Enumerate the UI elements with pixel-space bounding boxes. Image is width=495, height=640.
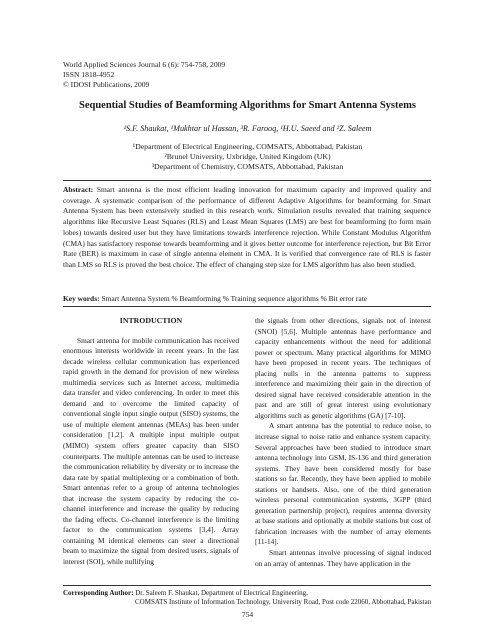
abstract-label: Abstract: (63, 185, 94, 194)
intro-paragraph-1: Smart antenna for mobile communication has received enormous interests worldwide in recent years. In the last decade wireless cellular communication has experienced rapid growth in the demand for provision of new wireless multimedia services such as Internet access, multimedia data transfer and video conferencing. In order to meet this demand and to overcome the limited capacity of conventional single input single output (SISO) systems, the use of multiple element antennas (MEAs) has been under consideration [1,2]. A multiple input multiple output (MIMO) system offers greater capacity than SISO counterparts. The multiple antennas can be used to increase the communication reliability by diversity or to increase the data rate by spatial multiplexing or a combination of both. Smart antennas refer to a group of antenna technologies that increase the system capacity by reducing the co-channel interference and increase the quality by reducing the fading effects. Co-channel interference is the limiting factor to the communication systems [3,4]. Array containing M identical elements can steer a directional beam to maximize the signal from desired users, signals of interest (SOI), while nullifying (63, 335, 239, 567)
copyright: © IDOSI Publications, 2009 (63, 80, 150, 89)
affiliation-2: ²Brunel University, Uxbridge, United Kingdom (UK) (164, 152, 331, 161)
keywords-text: Smart Antenna System % Beamforming % Training sequence algorithms % Bit error rate (101, 294, 368, 303)
right-column (255, 316, 431, 569)
affiliation-3: ³Department of Chemistry, COMSATS, Abbottabad, Pakistan (151, 162, 344, 171)
abstract-top-rule (63, 180, 431, 181)
keywords-bottom-rule (63, 306, 431, 307)
keywords-label: Key words: (63, 294, 100, 303)
corresponding-author (63, 589, 433, 607)
intro-paragraph-3: Smart antennas involve processing of signal induced on an array of antennas. They have application in the (255, 548, 431, 568)
abstract-text: Smart antenna is the most efficient leading innovation for maximum capacity and improved quality and coverage. A systematic comparison of the performance of different Adaptive Algorithms for beamforming for Smart Antenna System has been extensively studied in this research work. Simulation results revealed that training sequence algorithms like Recursive Least Squares (RLS) and Least Mean Squares (LMS) are best for beamforming (to form main lobes) towards desired user but they have limitations towards interference rejection. While Constant Modulus Algorithm (CMA) has satisfactory response towards beamforming and it gives better outcome for interference rejection, but Bit Error Rate (BER) is maximum in case of single antenna element in CMA. It is verified that convergence rate of RLS is faster than LMS so RLS is proved the best choice. The effect of changing step size for LMS algorithm has also been studied. (63, 185, 432, 269)
journal-citation: World Applied Sciences Journal 6 (6): 754-758, 2009 (63, 60, 226, 69)
introduction-heading: INTRODUCTION (119, 316, 183, 325)
paper-title: Sequential Studies of Beamforming Algorithms for Smart Antenna Systems (79, 100, 416, 111)
left-column (63, 316, 239, 568)
affiliation-1: ¹Department of Electrical Engineering, COMSATS, Abbottabad, Pakistan (132, 142, 363, 151)
footer-rule (63, 585, 431, 586)
page-number: 754 (241, 610, 254, 619)
corresponding-author-line-1: Dr. Saleem F. Shaukat, Department of Electrical Engineering, (135, 589, 308, 597)
corresponding-author-line-2: COMSATS Institute of Information Technology, University Road, Post code 22060, Abbottabad, Pakistan (135, 598, 432, 606)
issn: ISSN 1818-4952 (63, 70, 115, 79)
intro-paragraph-1-cont: the signals from other directions, signals not of interest (SNOI) [5,6]. Multiple antennas have performance and capacity enhancements without the need for additional power or spectrum. Many practical algorithms for MIMO have been proposed in recent years. The techniques of placing nulls in the antenna patterns to suppress interference and maximizing their gain in the direction of desired signal have received considerable attention in the past and are still of great interest using evolutionary algorithms such as genetic algorithms (GA) [7-10]. (255, 316, 431, 420)
intro-paragraph-2: A smart antenna has the potential to reduce noise, to increase signal to noise ratio and enhance system capacity. Several approaches have been studied to introduce smart antenna technology into GSM, IS-136 and third generation systems. They have been considered mostly for base stations so far. Recently, they have been applied to mobile stations or handsets. Also, one of the third generation wireless personal communication systems, 3GPP (third generation partnership project), requires antenna diversity at base stations and optionally at mobile stations but cost of fabrication increases with the number of array elements [11-14]. (255, 421, 431, 547)
author-list: ¹S.F. Shaukat, ¹Mukhtar ul Hassan, ³R. Farooq, ¹H.U. Saeed and ²Z. Saleem (123, 124, 372, 133)
abstract (63, 185, 431, 271)
keywords (63, 294, 431, 304)
corresponding-author-label: Corresponding Author: (63, 589, 134, 597)
